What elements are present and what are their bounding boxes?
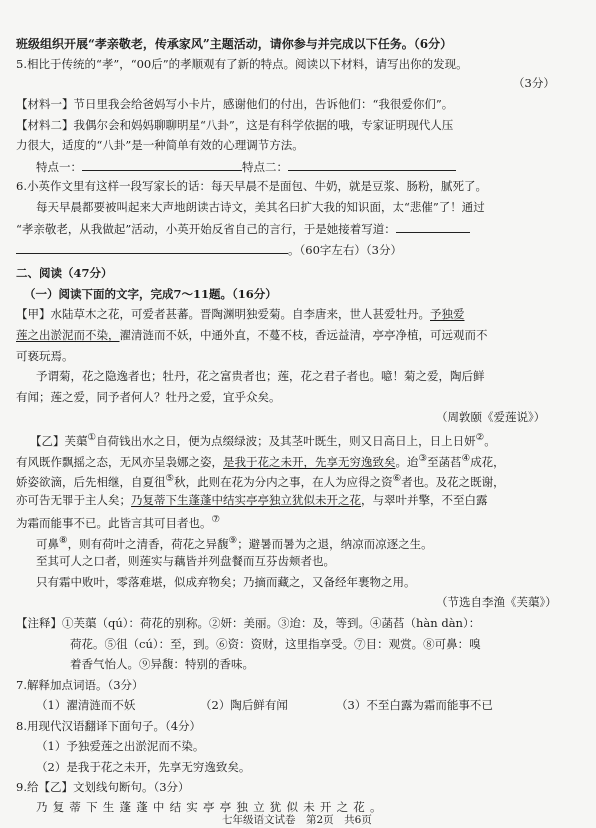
q5-feature-1-label: 特点一： (36, 160, 82, 174)
q9-title: 9.给【乙】文划线句断句。（3分） (16, 780, 190, 794)
notes-line-3: 着香气怡人。⑨异馥：特别的香味。 (70, 657, 254, 671)
yi-line-5: 为霜而能事不已。此皆言其可目者也。⑦ (16, 514, 221, 530)
q5-score: （3分） (513, 76, 555, 90)
q5-answer-row (36, 158, 456, 175)
jia-line-5: 有闻；莲之爱，同予者何人？牡丹之爱，宜乎众矣。 (16, 390, 281, 404)
q6-answer-blank-1[interactable] (396, 220, 470, 233)
yi-line-7: 至其可人之口者，则莲实与藕皆并列盘餐而互芬齿颊者也。 (36, 554, 335, 568)
yi-line-8: 只有霜中败叶，零落难堪，似成弃物矣；乃摘而藏之，又备经年裹物之用。 (36, 575, 416, 589)
q6-line-2: 每天早晨都要被叫起来大声地朗读古诗文，美其名曰扩大我的知识面，太“悲催”了！通过 (36, 200, 485, 214)
q8-title: 8.用现代汉语翻译下面句子。（4分） (16, 719, 202, 733)
q5-feature-2-label: 特点二： (242, 160, 288, 174)
yi-line-6: 可鼻⑧，则有荷叶之清香，荷花之异馥⑨；避暑而暑为之退，纳凉而凉逐之生。 (36, 535, 433, 551)
q6-line-3: “孝亲敬老，从我做起”活动，小英开始反省自己的言行，于是她接着写道： (16, 220, 470, 237)
section-2-sub: （一）阅读下面的文字，完成7～11题。（16分） (24, 287, 277, 301)
q5-feature-2-blank[interactable] (288, 158, 456, 171)
yi-line-3: 娇姿欲滴，后先相继，自夏徂⑤秋，此则在花为分内之事，在人为应得之资⑥者也。及花之既谢， (16, 473, 505, 489)
yi-line-1: 【乙】芙蕖①自荷钱出水之日，便为点缀绿波；及其茎叶既生，则又日高日上，日上日妍②。 (30, 432, 496, 448)
section-2-title: 二、阅读（47分） (16, 266, 113, 280)
q7-item-3: （3）不至白露为霜而能事不已 (336, 698, 493, 712)
yi-line-4: 亦可告无罪于主人矣；乃复蒂下生蓬蓬中结实亭亭独立犹似未开之花，与翠叶并擎，不至白露 (16, 493, 488, 507)
q5-prompt: 5.相比于传统的“孝”，“00后”的孝顺观有了新的特点。阅读以下材料，请写出你的发现。 (16, 57, 468, 71)
notes-line-1: 【注释】①芙蕖（qú）：荷花的别称。②妍：美丽。③迨：及，等到。④菡萏（hàn dàn）： (16, 616, 481, 630)
q7-item-1: （1）濯清涟而不妖 (36, 698, 136, 712)
q5-material-2: 【材料二】我偶尔会和妈妈聊聊明星“八卦”，这是有科学依据的哦，专家证明现代人压 (16, 118, 454, 132)
page-footer: 七年级语文试卷 第2页 共6页 (222, 814, 372, 826)
jia-line-2: 莲之出淤泥而不染，濯清涟而不妖，中通外直，不蔓不枝，香远益清，亭亭净植，可远观而不 (16, 328, 488, 342)
notes-line-2: 荷花。⑤徂（cú）：至，到。⑥资：资财，这里指享受。⑦目：观赏。⑧可鼻：嗅 (70, 637, 481, 651)
q9-sentence[interactable]: 乃复蒂下生蓬蓬中结实亭亭独立犹似未开之花。 (36, 800, 387, 814)
section-intro: 班级组织开展“孝亲敬老，传承家风”主题活动，请你参与并完成以下任务。（6分） (16, 37, 453, 51)
q6-line-4: 。（60字左右）（3分） (16, 241, 402, 258)
q5-material-2-cont: 力很大，适度的“八卦”是一种简单有效的心理调节方法。 (16, 138, 304, 152)
jia-source: （周敦颐《爱莲说》） (436, 410, 546, 424)
jia-line-4: 予谓菊，花之隐逸者也；牡丹，花之富贵者也；莲，花之君子者也。噫！菊之爱，陶后鲜 (36, 369, 485, 383)
jia-line-1: 【甲】水陆草木之花，可爱者甚蕃。晋陶渊明独爱菊。自李唐来，世人甚爱牡丹。予独爱 (16, 307, 465, 321)
q5-feature-1-blank[interactable] (82, 158, 242, 171)
q6-line-1: 6.小英作文里有这样一段写家长的话：每天早晨不是面包、牛奶，就是豆浆、肠粉，腻死了。 (16, 179, 487, 193)
q7-item-2: （2）陶后鲜有闻 (200, 698, 288, 712)
q5-material-1: 【材料一】节日里我会给爸妈写小卡片，感谢他们的付出，告诉他们：“我很爱你们”。 (16, 97, 454, 111)
q6-answer-blank-2[interactable] (16, 241, 288, 254)
q8-item-1: （1）予独爱莲之出淤泥而不染。 (36, 739, 205, 753)
q8-item-2: （2）是我于花之未开，先享无穷逸致矣。 (36, 760, 251, 774)
yi-line-2: 有风既作飘摇之态，无风亦呈袅娜之姿，是我于花之未开，先享无穷逸致矣。迨③至菡萏④成花， (16, 453, 505, 469)
q7-title: 7.解释加点词语。（3分） (16, 678, 144, 692)
jia-line-3: 可亵玩焉。 (16, 349, 74, 363)
yi-source: （节选自李渔《芙蕖》） (436, 595, 557, 609)
